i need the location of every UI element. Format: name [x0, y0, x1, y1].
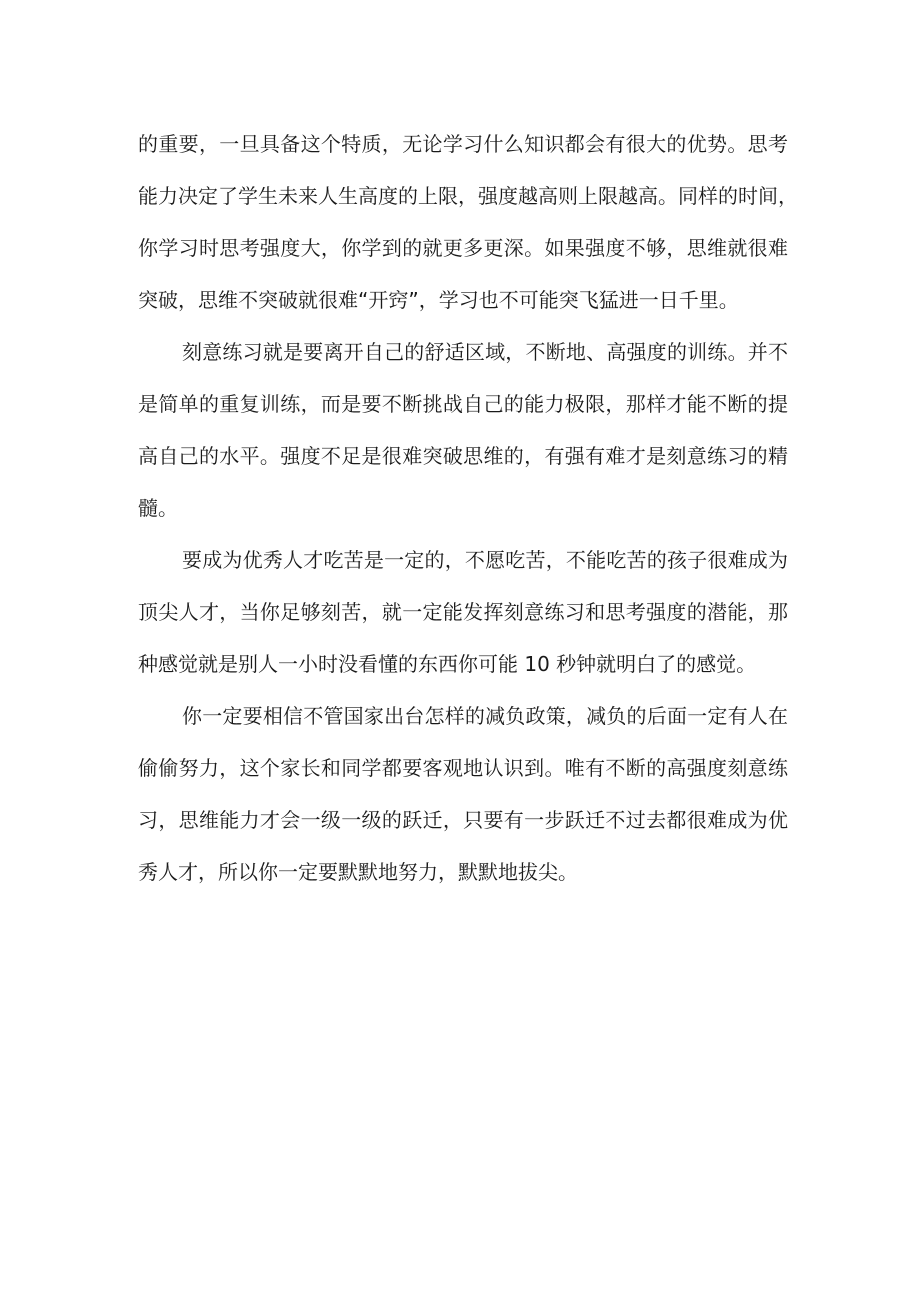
paragraph-line: 习，思维能力才会一级一级的跃迁，只要有一步跃迁不过去都很难成为优: [138, 808, 788, 832]
paragraph-line: 髓。: [138, 496, 178, 520]
paragraph-line: 种感觉就是别人一小时没看懂的东西你可能 10 秒钟就明白了的感觉。: [138, 652, 757, 676]
paragraph-line: 你学习时思考强度大，你学到的就更多更深。如果强度不够，思维就很难: [138, 236, 788, 260]
paragraph-1: [138, 124, 798, 332]
paragraph-line: 是简单的重复训练，而是要不断挑战自己的能力极限，那样才能不断的提: [138, 392, 788, 416]
paragraph-line: 的重要，一旦具备这个特质，无论学习什么知识都会有很大的优势。思考: [138, 132, 788, 156]
paragraph-4: [138, 696, 788, 904]
paragraph-line: 你一定要相信不管国家出台怎样的减负政策，减负的后面一定有人在: [182, 704, 788, 728]
paragraph-line: 秀人才，所以你一定要默默地努力，默默地拔尖。: [138, 860, 578, 884]
paragraph-line: 突破，思维不突破就很难“开窍”，学习也不可能突飞猛进一日千里。: [138, 288, 739, 312]
paragraph-2: [138, 332, 788, 540]
paragraph-line: 偷偷努力，这个家长和同学都要客观地认识到。唯有不断的高强度刻意练: [138, 756, 788, 780]
document-body: [138, 124, 798, 904]
paragraph-line: 能力决定了学生未来人生高度的上限，强度越高则上限越高。同样的时间，: [138, 184, 798, 208]
paragraph-line: 高自己的水平。强度不足是很难突破思维的，有强有难才是刻意练习的精: [138, 444, 788, 468]
paragraph-line: 顶尖人才，当你足够刻苦，就一定能发挥刻意练习和思考强度的潜能，那: [138, 600, 788, 624]
paragraph-line: 刻意练习就是要离开自己的舒适区域，不断地、高强度的训练。并不: [182, 340, 788, 364]
paragraph-3: [138, 540, 788, 696]
paragraph-line: 要成为优秀人才吃苦是一定的，不愿吃苦，不能吃苦的孩子很难成为: [182, 548, 788, 572]
